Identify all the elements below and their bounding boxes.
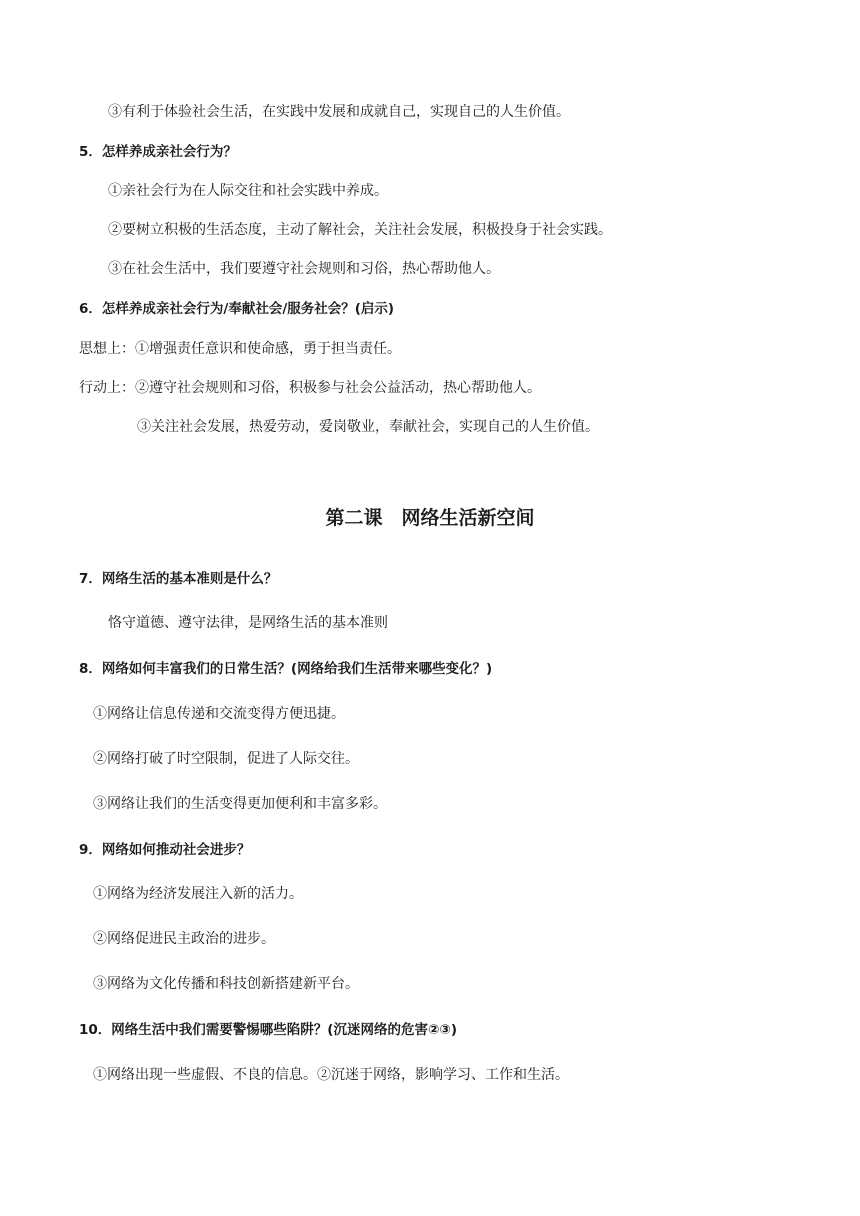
q9-item-2: ②网络促进民主政治的进步。 bbox=[93, 931, 275, 947]
question-5-heading: 5．怎样养成亲社会行为？ bbox=[79, 144, 237, 160]
q6-thought-line bbox=[79, 339, 401, 359]
q8-item-1: ①网络让信息传递和交流变得方便迅捷。 bbox=[93, 706, 345, 722]
question-8-heading: 8．网络如何丰富我们的日常生活？(网络给我们生活带来哪些变化？) bbox=[79, 661, 493, 677]
question-10-heading: 10．网络生活中我们需要警惕哪些陷阱？(沉迷网络的危害②③) bbox=[79, 1022, 457, 1038]
q6-action-prefix: 行动上： bbox=[79, 380, 135, 396]
question-9-heading: 9．网络如何推动社会进步？ bbox=[79, 842, 251, 858]
q6-thought-prefix: 思想上： bbox=[79, 341, 135, 357]
q6-thought-text: ①增强责任意识和使命感，勇于担当责任。 bbox=[135, 341, 401, 357]
q6-action-text-2: ③关注社会发展，热爱劳动，爱岗敬业，奉献社会，实现自己的人生价值。 bbox=[137, 419, 599, 435]
q5-item-1: ①亲社会行为在人际交往和社会实践中养成。 bbox=[108, 183, 388, 199]
q10-item-1: ①网络出现一些虚假、不良的信息。②沉迷于网络，影响学习、工作和生活。 bbox=[93, 1067, 569, 1083]
question-6-heading: 6．怎样养成亲社会行为/奉献社会/服务社会？(启示) bbox=[79, 301, 395, 317]
lesson-2-title: 第二课 网络生活新空间 bbox=[325, 507, 535, 529]
q6-action-text-1: ②遵守社会规则和习俗，积极参与社会公益活动，热心帮助他人。 bbox=[135, 380, 541, 396]
q9-item-3: ③网络为文化传播和科技创新搭建新平台。 bbox=[93, 976, 359, 992]
q6-action-line bbox=[79, 378, 541, 398]
q5-item-3: ③在社会生活中，我们要遵守社会规则和习俗，热心帮助他人。 bbox=[108, 261, 500, 277]
paragraph-point-3: ③有利于体验社会生活，在实践中发展和成就自己，实现自己的人生价值。 bbox=[108, 104, 570, 120]
q9-item-1: ①网络为经济发展注入新的活力。 bbox=[93, 886, 303, 902]
q8-item-3: ③网络让我们的生活变得更加便利和丰富多彩。 bbox=[93, 796, 387, 812]
q7-answer: 恪守道德、遵守法律，是网络生活的基本准则 bbox=[108, 615, 388, 631]
q8-item-2: ②网络打破了时空限制，促进了人际交往。 bbox=[93, 751, 359, 767]
question-7-heading: 7．网络生活的基本准则是什么？ bbox=[79, 571, 278, 587]
q5-item-2: ②要树立积极的生活态度，主动了解社会，关注社会发展，积极投身于社会实践。 bbox=[108, 222, 612, 238]
